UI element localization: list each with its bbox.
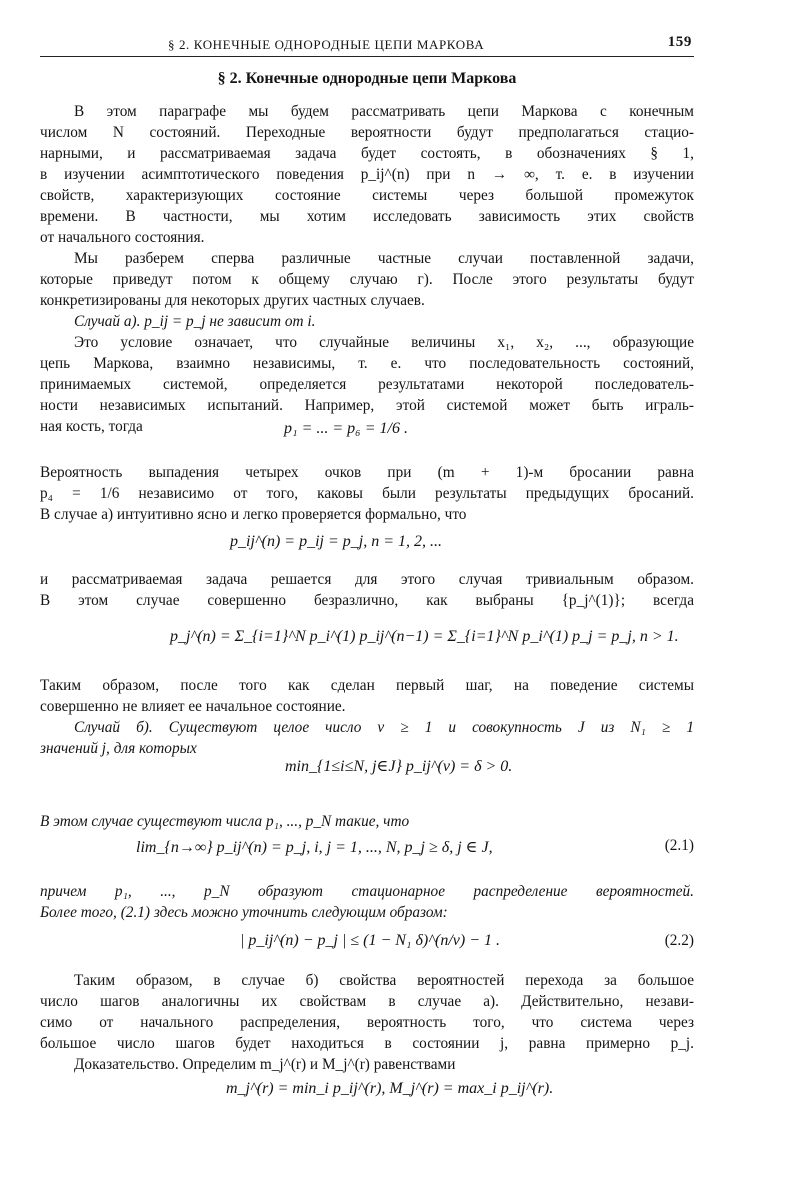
equation-number-2-1: (2.1) [664, 837, 694, 854]
formula-min-condition: min_{1≤i≤N, j∈J} p_ij^(ν) = δ > 0. [285, 758, 513, 775]
formula-2-2-body: | p_ij^(n) − p_j | ≤ (1 − N₁ δ)^(n/ν) − 1 . [240, 932, 500, 949]
formula-sum-case-a: p_j^(n) = Σ_{i=1}^N p_i^(1) p_ij^(n−1) = Σ_{i=1}^N p_i^(1) p_j = p_j, n > 1. [170, 628, 679, 645]
text-line: В этом параграфе мы будем рассматривать цепи Маркова с конечным [74, 103, 694, 120]
text-line: принимаемых системой, определяется результатами некоторой последователь- [40, 376, 694, 393]
text-line: Таким образом, после того как сделан первый шаг, на поведение системы [40, 677, 694, 694]
book-page [40, 0, 694, 1200]
text-line: В этом случае совершенно безразлично, как выбраны {p_j^(1)}; всегда [40, 592, 694, 609]
text-line: и рассматриваемая задача решается для этого случая тривиальным образом. [40, 571, 694, 588]
formula-die-probabilities: p₁ = ... = p₆ = 1/6 . [284, 420, 408, 437]
text-line: свойств, характеризующих состояние системы через большой промежуток [40, 187, 694, 204]
case-b-heading: Случай б). Существуют целое число ν ≥ 1 и совокупность J из N₁ ≥ 1 [74, 719, 694, 736]
text-line: цепь Маркова, взаимно независимы, т. е. что последовательность состояний, [40, 355, 694, 372]
text-line: нарными, и рассматриваемая задача будет состоять, в обозначениях § 1, [40, 145, 694, 162]
text-line: времени. В частности, мы хотим исследовать зависимость этих свойств [40, 208, 694, 225]
text-line: от начального состояния. [40, 229, 205, 246]
text-line: которые приведут потом к общему случаю г). После этого результаты будут [40, 271, 694, 288]
formula-transition-case-a: p_ij^(n) = p_ij = p_j, n = 1, 2, ... [230, 533, 443, 550]
text-line: совершенно не влияет ее начальное состояние. [40, 698, 346, 715]
text-line: Таким образом, в случае б) свойства вероятностей перехода за большое [74, 972, 694, 989]
text-line: конкретизированы для некоторых других частных случаев. [40, 292, 425, 309]
equation-number-2-2: (2.2) [664, 932, 694, 949]
text-line: Вероятность выпадения четырех очков при (m + 1)-м бросании равна [40, 464, 694, 481]
text-line: Мы разберем сперва различные частные случаи поставленной задачи, [74, 250, 694, 267]
formula-2-1-body: lim_{n→∞} p_ij^(n) = p_j, i, j = 1, ..., N, p_j ≥ δ, j ∈ J, [136, 839, 493, 856]
text-line: в изучении асимптотического поведения p_ij^(n) при n → ∞, т. е. в изучении [40, 166, 694, 183]
text-line: причем p₁, ..., p_N образуют стационарное распределение вероятностей. [40, 883, 694, 900]
text-line: Более того, (2.1) здесь можно уточнить следующим образом: [40, 904, 448, 921]
text-line: значений j, для которых [40, 740, 197, 757]
proof-line: Доказательство. Определим m_j^(r) и M_j^(r) равенствами [74, 1056, 456, 1073]
text-line: числом N состояний. Переходные вероятности будут предполагаться стацио- [40, 124, 694, 141]
running-header [40, 32, 694, 57]
text-line: p₄ = 1/6 независимо от того, каковы были результаты предыдущих бросаний. [40, 485, 694, 502]
text-line: число шагов аналогичны их свойствам в случае а). Действительно, незави- [40, 993, 694, 1010]
text-line: ная кость, тогда [40, 418, 143, 435]
text-line: ности независимых испытаний. Например, этой системой может быть играль- [40, 397, 694, 414]
text-line: большое число шагов будет находиться в состоянии j, равна примерно p_j. [40, 1035, 694, 1052]
text-line: Это условие означает, что случайные величины x₁, x₂, ..., образующие [74, 334, 694, 351]
section-title: § 2. Конечные однородные цепи Маркова [217, 70, 517, 87]
formula-2-1 [136, 837, 694, 857]
formula-2-2 [240, 932, 694, 950]
page-number: 159 [667, 34, 692, 50]
running-title: § 2. КОНЕЧНЫЕ ОДНОРОДНЫЕ ЦЕПИ МАРКОВА [168, 37, 485, 52]
formula-m-M-definition: m_j^(r) = min_i p_ij^(r), M_j^(r) = max_i p_ij^(r). [226, 1080, 554, 1097]
text-line: симо от начального распределения, вероятность того, что система через [40, 1014, 694, 1031]
text-line: В этом случае существуют числа p₁, ..., p_N такие, что [40, 813, 410, 830]
case-a-heading: Случай а). p_ij = p_j не зависит от i. [74, 313, 316, 330]
text-line: В случае а) интуитивно ясно и легко проверяется формально, что [40, 506, 467, 523]
